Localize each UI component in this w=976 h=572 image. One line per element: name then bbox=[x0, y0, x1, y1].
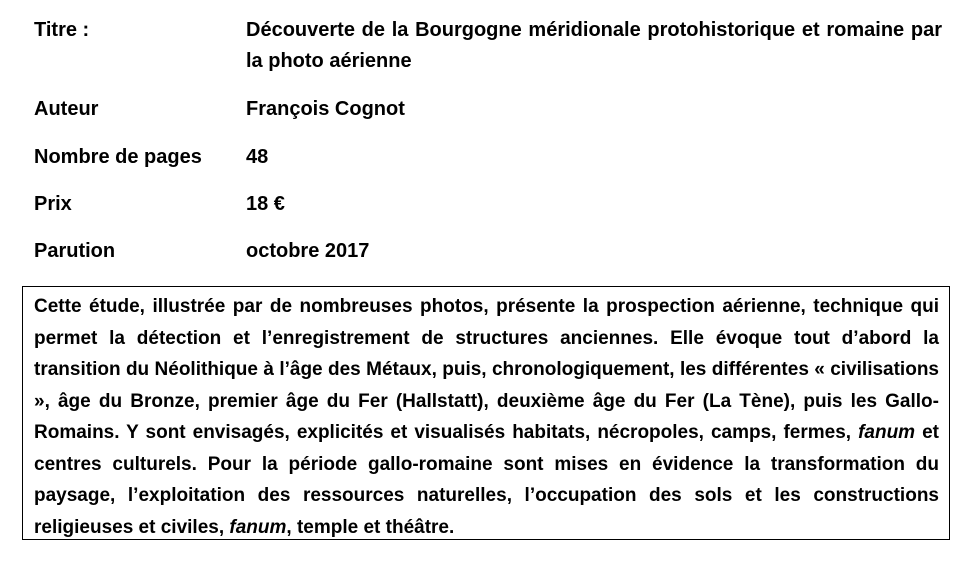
title-value: Découverte de la Bourgogne méridionale protohistorique et romaine par la photo aérienne bbox=[246, 19, 942, 72]
publication-date-label: Parution bbox=[34, 240, 116, 262]
publication-date-value: octobre 2017 bbox=[246, 240, 370, 262]
summary-text-part-1: Cette étude, illustrée par de nombreuses photos, présente la prospection aérienne, technique qui permet la détection et l’enregistrement de structures anciennes. Elle évoque tout d’abord la transition du Néolithique à l’âge des Métaux, puis, chronologiquement, les différentes « civilisations », âge du Bronze, premier âge du Fer (Hallstatt), deuxième âge du Fer (La Tène), puis les Gallo-Romains. Y sont envisagés, explicités et visualisés habitats, nécropoles, camps, fermes, bbox=[34, 296, 939, 443]
author-value: François Cognot bbox=[246, 98, 405, 120]
price-value: 18 € bbox=[246, 193, 285, 215]
price-label: Prix bbox=[34, 193, 72, 215]
pages-value: 48 bbox=[246, 146, 269, 168]
summary-text-part-2: et centres culturels. Pour la période gallo-romaine sont mises en évidence la transformation du paysage, l’exploitation des ressources naturelles, l’occupation des sols et les constructions religieuses et civiles, bbox=[34, 422, 939, 538]
pages-label: Nombre de pages bbox=[34, 146, 202, 168]
summary-box bbox=[22, 286, 950, 540]
summary-italic-term-2: fanum bbox=[229, 516, 287, 538]
summary-italic-term-1: fanum bbox=[858, 422, 916, 443]
summary-text-part-3: , temple et théâtre. bbox=[286, 516, 455, 538]
title-label: Titre : bbox=[34, 19, 90, 41]
author-label: Auteur bbox=[34, 98, 99, 120]
